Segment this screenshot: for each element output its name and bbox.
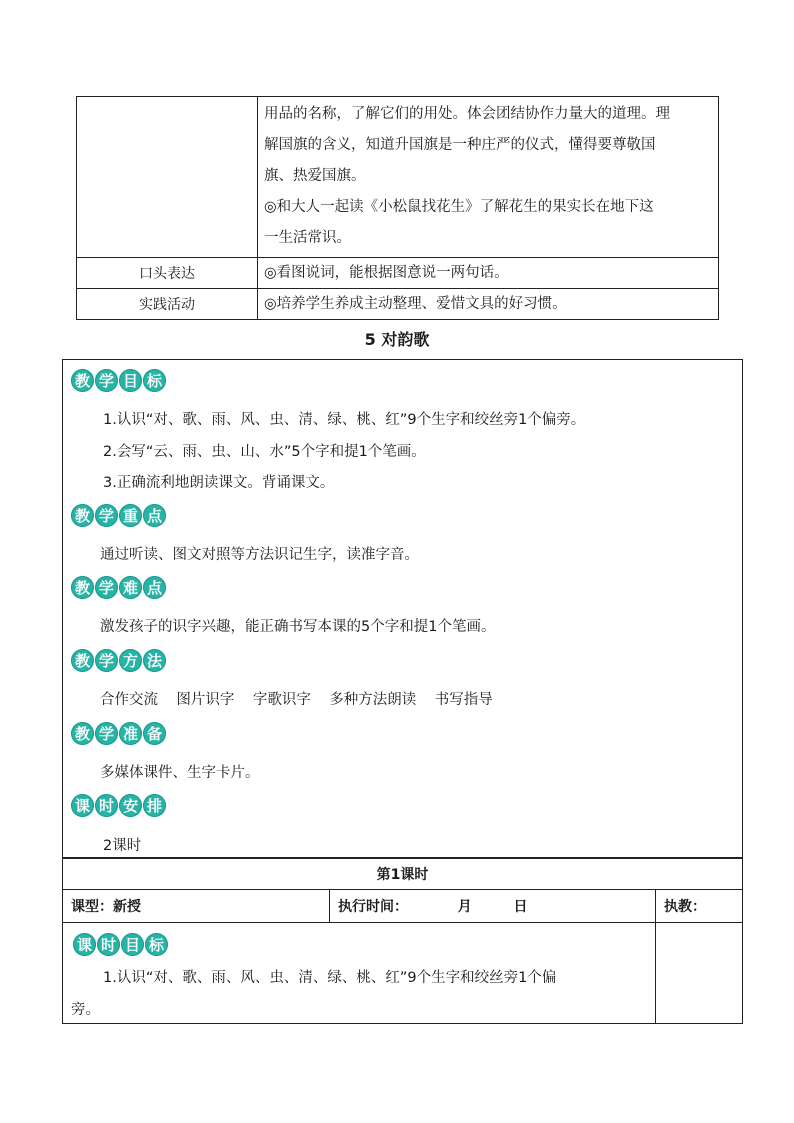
badge-char: 目 (121, 933, 144, 956)
row-label: 实践活动 (77, 289, 258, 320)
period-side-cell (656, 923, 743, 1024)
badge-char: 方 (119, 649, 142, 672)
goal-item: 3.正确流利地朗读课文。背诵课文。 (103, 475, 335, 491)
badge-char: 安 (119, 794, 142, 817)
section-badge-difficulties (71, 576, 166, 599)
badge-char: 难 (119, 576, 142, 599)
badge-char: 课 (71, 794, 94, 817)
lesson-type: 课型：新授 (63, 890, 330, 923)
table-label-cell-empty (77, 97, 258, 258)
month-label: 月 (457, 899, 472, 915)
section-badge-methods (71, 649, 166, 672)
badge-char: 学 (95, 369, 118, 392)
key-points-text: 通过听读、图文对照等方法识记生字，读准字音。 (100, 547, 419, 563)
section-badge-schedule (71, 794, 166, 817)
section-badge-goals (71, 369, 166, 392)
content-line: ◎和大人一起读《小松鼠找花生》了解花生的果实长在地下这 (264, 199, 654, 215)
difficulties-text: 激发孩子的识字兴趣，能正确书写本课的5个字和提1个笔画。 (100, 619, 496, 635)
lesson-title: 5 对韵歌 (364, 330, 430, 349)
period-objectives-cell (63, 923, 656, 1024)
badge-char: 学 (95, 649, 118, 672)
row-content: ◎看图说词，能根据图意说一两句话。 (258, 258, 719, 289)
section-badge-preparation (71, 722, 166, 745)
preparation-text: 多媒体课件、生字卡片。 (100, 765, 260, 781)
content-line: 解国旗的含义，知道升国旗是一种庄严的仪式，懂得要尊敬国 (264, 137, 656, 153)
badge-char: 教 (71, 649, 94, 672)
objective-line: 1.认识“对、歌、雨、风、虫、清、绿、桃、红”9个生字和绞丝旁1个偏 (103, 970, 557, 986)
badge-char: 准 (119, 722, 142, 745)
execution-time-cell (330, 890, 656, 923)
badge-char: 时 (97, 933, 120, 956)
section-badge-period-objectives (73, 933, 168, 956)
badge-char: 学 (95, 504, 118, 527)
badge-char: 时 (95, 794, 118, 817)
badge-char: 排 (143, 794, 166, 817)
badge-char: 教 (71, 504, 94, 527)
badge-char: 教 (71, 576, 94, 599)
row-content: ◎培养学生养成主动整理、爱惜文具的好习惯。 (258, 289, 719, 320)
badge-char: 重 (119, 504, 142, 527)
badge-char: 课 (73, 933, 96, 956)
table-row (77, 258, 719, 289)
badge-char: 目 (119, 369, 142, 392)
objective-line: 旁。 (71, 1002, 100, 1018)
badge-char: 教 (71, 369, 94, 392)
schedule-text: 2课时 (103, 838, 142, 854)
badge-char: 点 (143, 504, 166, 527)
content-line: 旗、热爱国旗。 (264, 168, 366, 184)
badge-char: 点 (143, 576, 166, 599)
badge-char: 标 (145, 933, 168, 956)
lesson-plan-box (62, 359, 743, 858)
teacher-label: 执教： (656, 890, 743, 923)
badge-char: 学 (95, 576, 118, 599)
content-line: 用品的名称，了解它们的用处。体会团结协作力量大的道理。理 (264, 106, 670, 122)
badge-char: 法 (143, 649, 166, 672)
methods-text: 合作交流 图片识字 字歌识字 多种方法朗读 书写指导 (100, 692, 493, 708)
day-label: 日 (513, 899, 528, 915)
period-table (62, 858, 743, 1024)
badge-char: 标 (143, 369, 166, 392)
table-row (77, 289, 719, 320)
badge-char: 教 (71, 722, 94, 745)
table-content-cell (258, 97, 719, 258)
period-title: 第1课时 (63, 859, 743, 890)
goal-item: 2.会写“云、雨、虫、山、水”5个字和提1个笔画。 (103, 444, 426, 460)
goal-item: 1.认识“对、歌、雨、风、虫、清、绿、桃、红”9个生字和绞丝旁1个偏旁。 (103, 412, 586, 428)
curriculum-table (76, 96, 719, 320)
content-line: 一生活常识。 (264, 230, 351, 246)
row-label: 口头表达 (77, 258, 258, 289)
badge-char: 备 (143, 722, 166, 745)
execution-time-label: 执行时间： (338, 899, 408, 915)
section-badge-key-points (71, 504, 166, 527)
badge-char: 学 (95, 722, 118, 745)
